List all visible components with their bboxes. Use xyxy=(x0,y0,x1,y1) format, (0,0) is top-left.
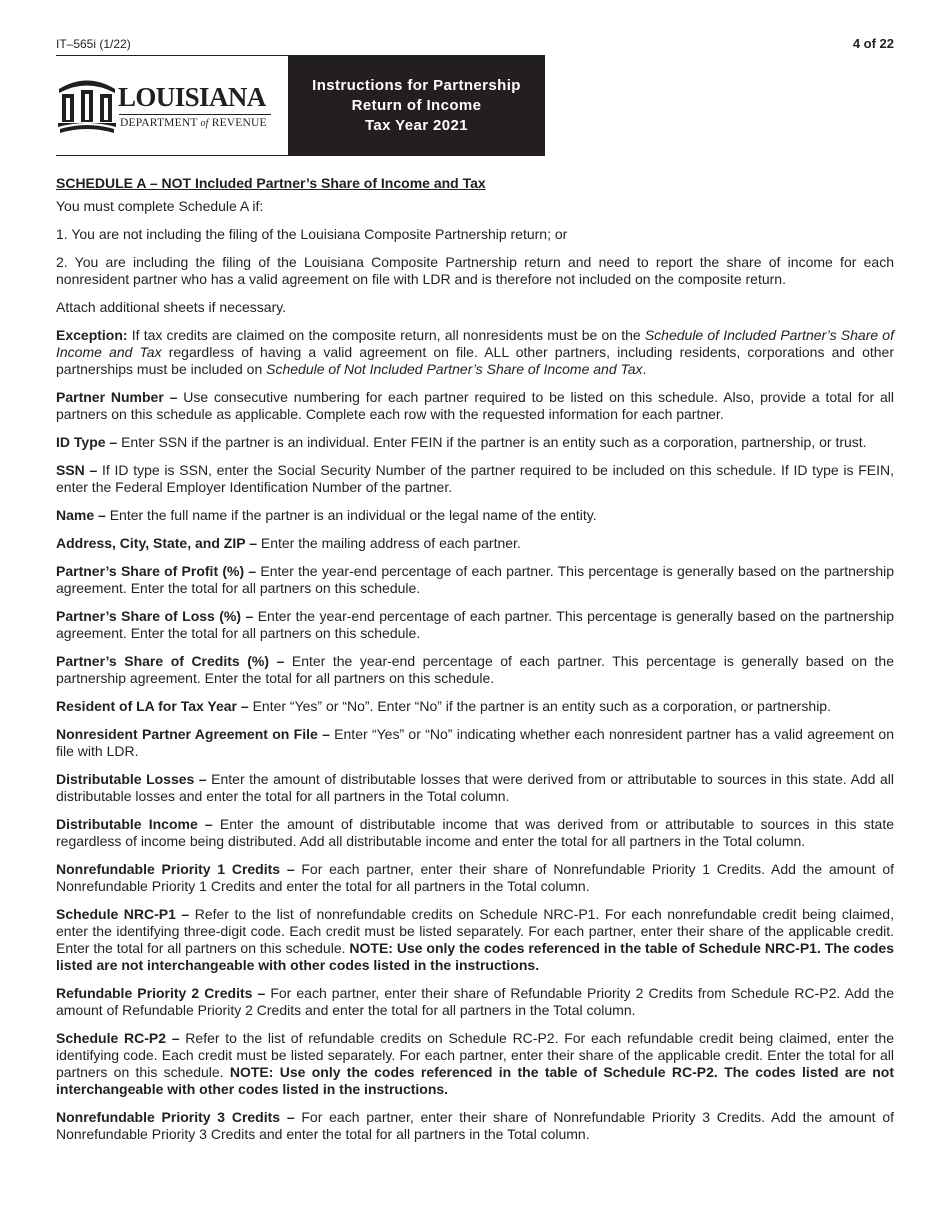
page-number: 4 of 22 xyxy=(852,36,894,51)
logo-divider xyxy=(119,114,271,115)
condition-1: 1. You are not including the filing of the Louisiana Composite Partnership return; or xyxy=(56,226,568,242)
exception-paragraph: Exception: If tax credits are claimed on the composite return, all nonresidents must be on the Schedule of Included Partner’s Share of Income and Tax regardless of having a valid agreement on file. ALL other partners, including residents, corporations and other partnerships must be included on Schedule of Not Included Partner’s Share of Income and Tax. xyxy=(56,327,894,377)
nonresident-agreement-paragraph: Nonresident Partner Agreement on File – Enter “Yes” or “No” indicating whether each nonresident partner has a valid agreement on file with LDR. xyxy=(56,726,895,759)
priority-3-credits-paragraph: Nonrefundable Priority 3 Credits – For each partner, enter their share of Nonrefundable Priority 3 Credits. Add the amount of Nonrefundable Priority 3 Credits and enter the total for all partners in the Total column. xyxy=(56,1109,894,1142)
form-id: IT–565i (1/22) xyxy=(56,37,131,51)
resident-paragraph: Resident of LA for Tax Year – Enter “Yes” or “No”. Enter “No” if the partner is an entity such as a corporation, or partnership. xyxy=(56,698,831,714)
partner-number-paragraph: Partner Number – Use consecutive numbering for each partner required to be listed on this schedule. Also, provide a total for all partners on this schedule as applicable. Complete each row with the requested information for each partner. xyxy=(56,389,894,422)
condition-2: 2. You are including the filing of the Louisiana Composite Partnership return and need to report the share of income for each nonresident partner who has a valid agreement on file with LDR and is therefore not included on the composite return. xyxy=(56,254,894,287)
attach-note: Attach additional sheets if necessary. xyxy=(56,299,287,315)
ssn-paragraph: SSN – If ID type is SSN, enter the Social Security Number of the partner required to be included on this schedule. If ID type is FEIN, enter the Federal Employer Identification Number of the partner. xyxy=(56,462,894,495)
title-line-1: Instructions for Partnership xyxy=(312,76,521,94)
id-type-paragraph: ID Type – Enter SSN if the partner is an individual. Enter FEIN if the partner is an entity such as a corporation, partnership, or trust. xyxy=(56,434,867,450)
distributable-losses-paragraph: Distributable Losses – Enter the amount of distributable losses that were derived from or attributable to sources in this state. Add all distributable losses and enter the total for all partners in the Total column. xyxy=(56,771,894,804)
share-credits-paragraph: Partner’s Share of Credits (%) – Enter the year-end percentage of each partner. This percentage is generally based on the partnership agreement. Enter the total for all partners on this schedule. xyxy=(56,653,894,686)
header-top-rule xyxy=(56,55,288,56)
logo-name: LOUISIANA xyxy=(118,82,266,112)
title-line-2: Return of Income xyxy=(351,96,482,114)
capitol-columns-icon xyxy=(56,76,118,136)
schedule-rc-p2-paragraph: Schedule RC-P2 – Refer to the list of refundable credits on Schedule RC-P2. For each refundable credit being claimed, enter the identifying code. Each credit must be listed separately. For each partner, enter their share of the applicable credit. Enter the total for all partners on this schedule. NOTE: Use only the codes referenced in the table of Schedule RC-P2. The codes listed are not interchangeable with other codes listed in the instructions. xyxy=(56,1030,894,1097)
document-title xyxy=(288,55,545,156)
header-bottom-rule xyxy=(56,155,288,156)
ldr-logo xyxy=(56,76,278,136)
distributable-income-paragraph: Distributable Income – Enter the amount of distributable income that was derived from or attributable to sources in this state regardless of income being distributed. Add all distributable income and enter the total for all partners in the Total column. xyxy=(56,816,894,849)
share-loss-paragraph: Partner’s Share of Loss (%) – Enter the year-end percentage of each partner. This percentage is generally based on the partnership agreement. Enter the total for all partners on this schedule. xyxy=(56,608,894,641)
name-paragraph: Name – Enter the full name if the partner is an individual or the legal name of the entity. xyxy=(56,507,597,523)
priority-1-credits-paragraph: Nonrefundable Priority 1 Credits – For each partner, enter their share of Nonrefundable Priority 1 Credits. Add the amount of Nonrefundable Priority 1 Credits and enter the total for all partners in the Total column. xyxy=(56,861,894,894)
section-title: SCHEDULE A – NOT Included Partner’s Share of Income and Tax xyxy=(56,175,486,191)
title-line-3: Tax Year 2021 xyxy=(364,116,469,134)
schedule-nrc-p1-paragraph: Schedule NRC-P1 – Refer to the list of nonrefundable credits on Schedule NRC-P1. For each nonrefundable credit being claimed, enter the identifying three-digit code. Each credit must be listed separately. For each partner, enter their share of the applicable credit. Enter the total for all partners on this schedule. NOTE: Use only the codes referenced in the table of Schedule NRC-P1. The codes listed are not interchangeable with other codes listed in the instructions. xyxy=(56,906,894,973)
share-profit-paragraph: Partner’s Share of Profit (%) – Enter the year-end percentage of each partner. This percentage is generally based on the partnership agreement. Enter the total for all partners on this schedule. xyxy=(56,563,894,596)
page-header xyxy=(56,55,545,156)
priority-2-credits-paragraph: Refundable Priority 2 Credits – For each partner, enter their share of Refundable Priority 2 Credits from Schedule RC-P2. Add the amount of Refundable Priority 2 Credits and enter the total for all partners in the Total column. xyxy=(56,985,895,1018)
instructions-body xyxy=(56,175,894,1154)
intro-paragraph: You must complete Schedule A if: xyxy=(56,198,264,214)
address-paragraph: Address, City, State, and ZIP – Enter the mailing address of each partner. xyxy=(56,535,521,551)
logo-department: DEPARTMENT of REVENUE xyxy=(120,117,267,129)
